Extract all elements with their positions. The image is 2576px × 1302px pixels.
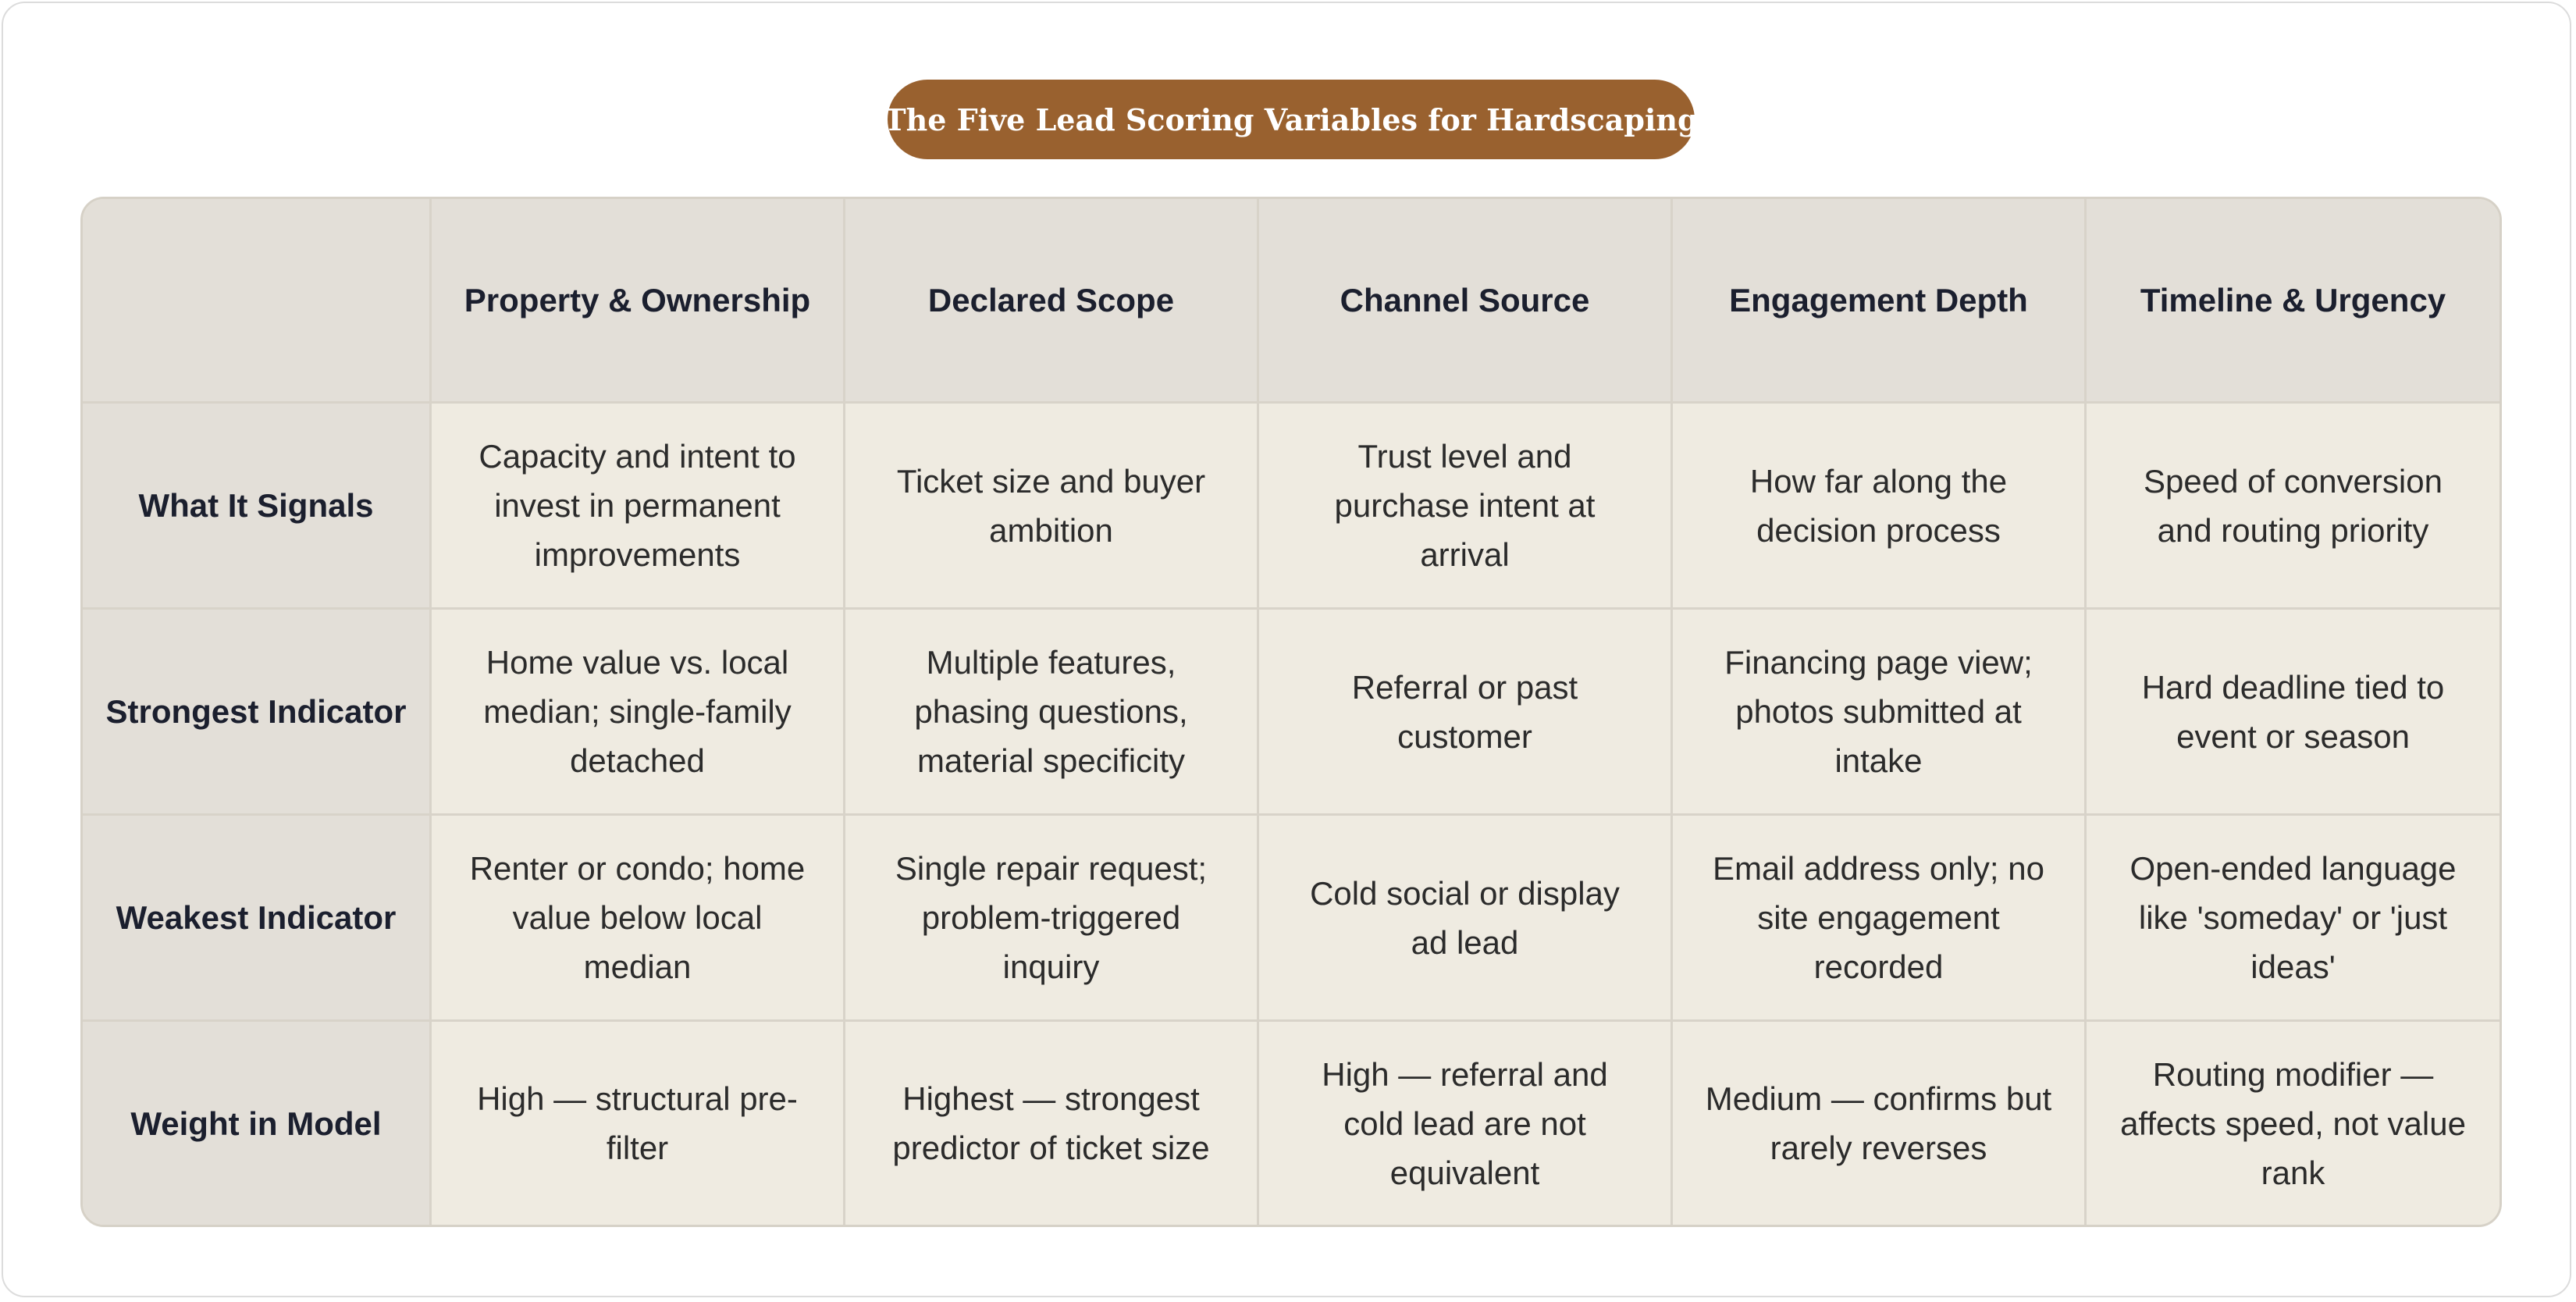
table-cell: Multiple features, phasing questions, material specificity [845, 610, 1259, 816]
column-header-channel-source: Channel Source [1259, 199, 1673, 404]
row-header-strongest-indicator: Strongest Indicator [83, 610, 432, 816]
row-header-weakest-indicator: Weakest Indicator [83, 816, 432, 1022]
table-cell: Highest — strongest predictor of ticket size [845, 1022, 1259, 1225]
table-cell: High — referral and cold lead are not equivalent [1259, 1022, 1673, 1225]
table-cell: Home value vs. local median; single-family detached [432, 610, 845, 816]
column-header-engagement-depth: Engagement Depth [1673, 199, 2087, 404]
table-cell: Hard deadline tied to event or season [2087, 610, 2500, 816]
row-header-weight-in-model: Weight in Model [83, 1022, 432, 1225]
table-grid [83, 199, 2500, 1225]
table-cell: Ticket size and buyer ambition [845, 404, 1259, 610]
page-title: The Five Lead Scoring Variables for Hardscaping [888, 80, 1695, 159]
table-cell: Cold social or display ad lead [1259, 816, 1673, 1022]
table-cell: Capacity and intent to invest in permanent improvements [432, 404, 845, 610]
column-header-declared-scope: Declared Scope [845, 199, 1259, 404]
table-cell: How far along the decision process [1673, 404, 2087, 610]
table-cell: Open-ended language like 'someday' or 'just ideas' [2087, 816, 2500, 1022]
table-cell: Trust level and purchase intent at arrival [1259, 404, 1673, 610]
table-cell: Routing modifier — affects speed, not value rank [2087, 1022, 2500, 1225]
table-cell: Renter or condo; home value below local median [432, 816, 845, 1022]
row-header-what-it-signals: What It Signals [83, 404, 432, 610]
table-cell: Email address only; no site engagement recorded [1673, 816, 2087, 1022]
card-frame [2, 2, 2571, 1297]
column-header-timeline-urgency: Timeline & Urgency [2087, 199, 2500, 404]
column-header-property-ownership: Property & Ownership [432, 199, 845, 404]
table-cell: Financing page view; photos submitted at intake [1673, 610, 2087, 816]
table-cell: Speed of conversion and routing priority [2087, 404, 2500, 610]
scoring-table [80, 197, 2502, 1227]
table-cell: Medium — confirms but rarely reverses [1673, 1022, 2087, 1225]
table-cell: High — structural pre-filter [432, 1022, 845, 1225]
table-cell: Single repair request; problem-triggered inquiry [845, 816, 1259, 1022]
table-cell: Referral or past customer [1259, 610, 1673, 816]
header-corner [83, 199, 432, 404]
